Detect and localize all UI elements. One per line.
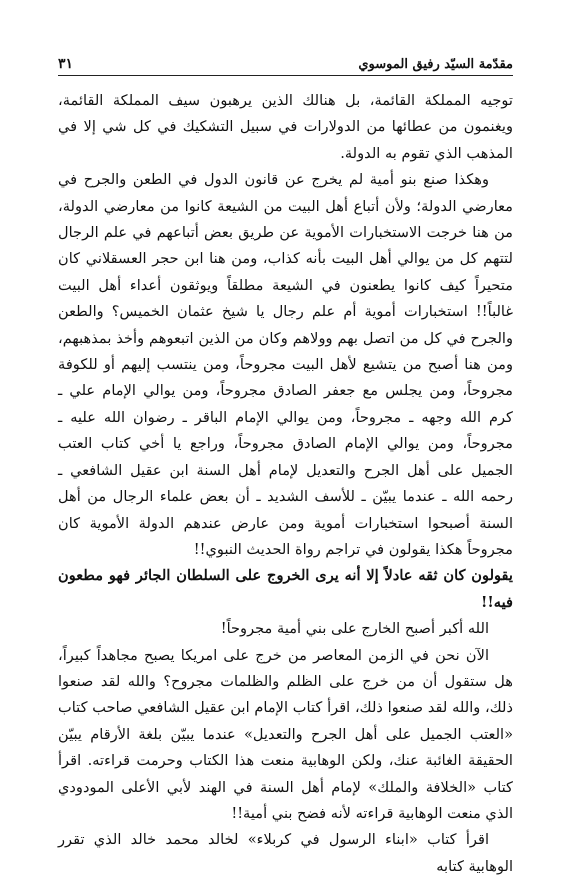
body-text (58, 88, 513, 880)
paragraph-1: توجيه المملكة القائمة، بل هنالك الذين يرهبون سيف المملكة القائمة، ويغنمون من عطائها من الدولارات في سبيل التشكيك في كل شي إلا في المذهب الذي تقوم به الدولة. (58, 92, 513, 162)
paragraph-6: اقرأ كتاب «ابناء الرسول في كربلاء» لخالد محمد خالد الذي تقرر الوهابية كتابه (58, 831, 513, 875)
page-number: ٣١ (58, 56, 74, 72)
paragraph-3: يقولون كان ثقه عادلاً إلا أنه يرى الخروج على السلطان الجائر فهو مطعون فيه!! (58, 567, 513, 611)
paragraph-4: الله أكبر أصبح الخارج على بني أمية مجروحاً! (220, 620, 489, 638)
running-title: مقدّمة السيّد رفيق الموسوي (358, 57, 513, 72)
paragraph-2: وهكذا صنع بنو أمية لم يخرج عن قانون الدول في الطعن والجرح في معارضي الدولة؛ ولأن أتباع أهل البيت من الشيعة كانوا من معارضي الدولة، من هنا خرجت الاستخبارات الأموية عن طريق بعض أتباعهم في علم الرجال لتتهم كل من يوالي أهل البيت بأنه كذاب، ومن هنا ابن حجر العسقلاني كان متحيراً كيف كانوا يطعنون في الشيعة مطلقاً ويوثقون أعداء أهل البيت غالباً!! استخبارات أموية أم علم رجال يا شيخ عثمان الخميس؟ والطعن والجرح في كل من اتصل بهم وولاهم وكان من الذين اتبعوهم وأخذ بمذهبهم، ومن هنا أصبح من يتشيع لأهل البيت مجروحاً، ومن ينتسب إليهم أو للكوفة مجروحاً، ومن يجلس مع جعفر الصادق مجروحاً، ومن يوالي الإمام علي ـ كرم الله وجهه ـ مجروحاً، ومن يوالي الإمام الباقر ـ رضوان الله عليه ـ مجروحاً، ومن يوالي الإمام الصادق مجروحاً، وراجع يا أخي كتاب العتب الجميل على أهل الجرح والتعديل لإمام أهل السنة ابن عقيل الشافعي ـ رحمه الله ـ عندما يبيّن ـ للأسف الشديد ـ أن بعض علماء الرجال من أهل السنة أصبحوا استخبارات أموية ومن عارض عندهم الدولة الأموية كان مجروحاً هكذا يقولون في تراجم رواة الحديث النبوي!! (58, 171, 513, 558)
page-header (58, 50, 513, 76)
paragraph-5: الآن نحن في الزمن المعاصر من خرج على امريكا يصبح مجاهداً كبيراً، هل ستقول أن من خرج على الظلم والظلمات مجروح؟ والله لقد صنعوا ذلك، والله لقد صنعوا ذلك، اقرأ كتاب الإمام ابن عقيل الشافعي صاحب كتاب «العتب الجميل على أهل الجرح والتعديل» عندما يبيّن بلغة الأرقام يبيّن الحقيقة الغائبة عنك، ولكن الوهابية منعت هذا الكتاب وحرمت قراءته. اقرأ كتاب «الخلافة والملك» لإمام أهل السنة في الهند لأبي الأعلى المودودي الذي منعت الوهابية قراءته لأنه فضح بني أمية!! (58, 646, 513, 822)
